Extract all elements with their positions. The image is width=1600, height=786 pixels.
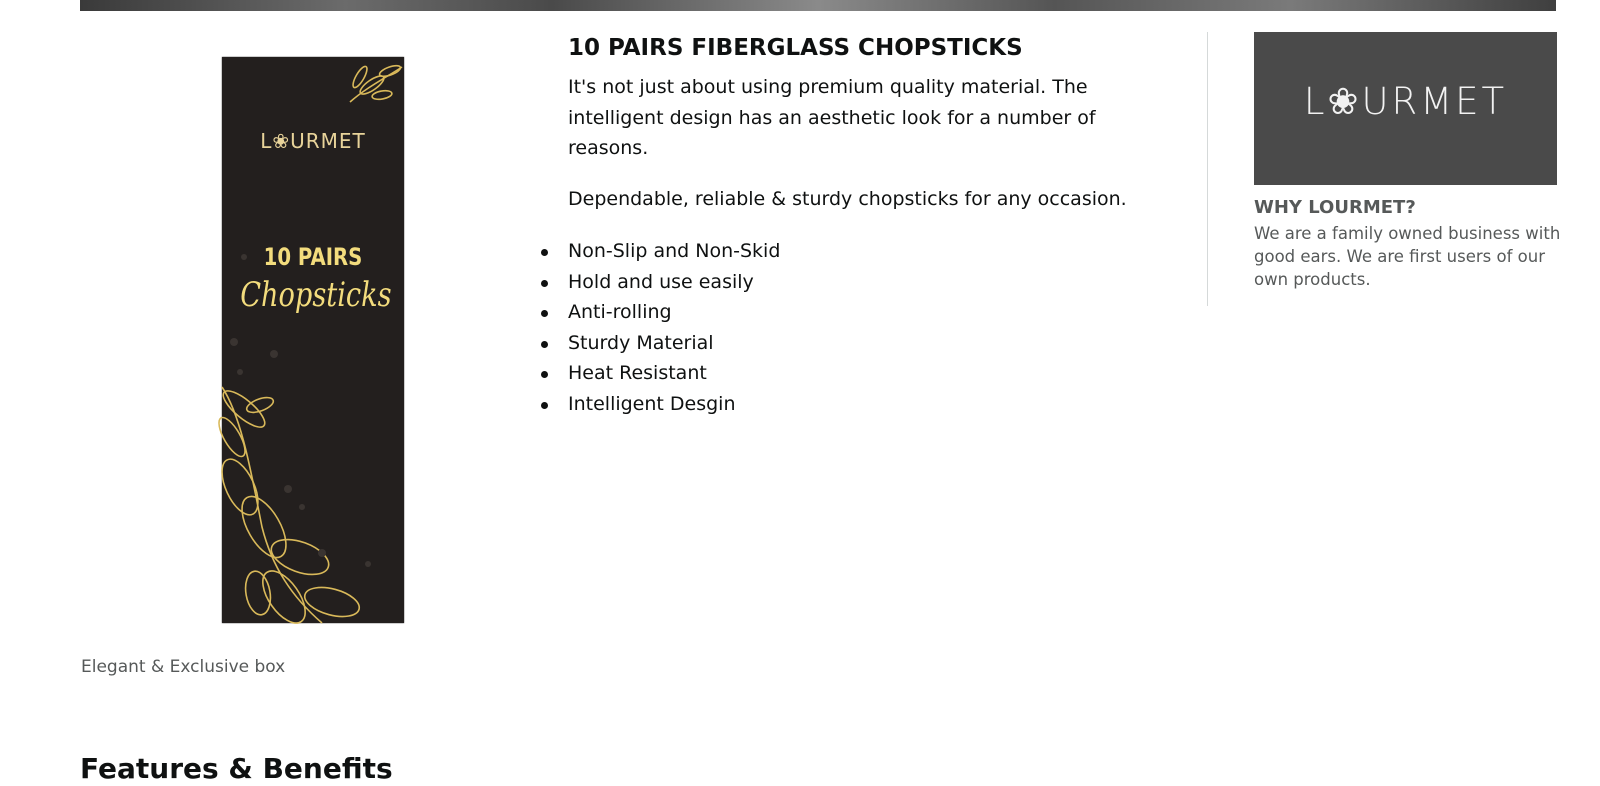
product-description xyxy=(568,32,1168,419)
product-tagline: Dependable, reliable & sturdy chopsticks for any occasion. xyxy=(568,187,1127,210)
list-item: Intelligent Desgin xyxy=(568,389,1168,420)
product-box-image xyxy=(222,57,404,623)
brand-logo-card xyxy=(1254,32,1557,185)
box-brand-logo: L❀URMET xyxy=(260,129,366,153)
list-item: Non-Slip and Non-Skid xyxy=(568,236,1168,267)
feature-list xyxy=(568,236,1168,419)
list-item: Hold and use easily xyxy=(568,267,1168,298)
section-heading: Features & Benefits xyxy=(80,752,393,785)
top-banner-image xyxy=(80,0,1556,11)
list-item: Sturdy Material xyxy=(568,328,1168,359)
product-description-text: It's not just about using premium quality material. The intelligent design has an aesthetic look for a number of reasons. xyxy=(568,76,1096,159)
brand-logo: L❀URMET xyxy=(1303,80,1508,123)
column-divider xyxy=(1207,32,1208,306)
list-item: Heat Resistant xyxy=(568,358,1168,389)
why-brand-heading: WHY LOURMET? xyxy=(1254,197,1416,218)
box-script-label: Chopsticks xyxy=(240,275,392,315)
box-pairs-label: 10 PAIRS xyxy=(263,243,363,271)
list-item: Anti-rolling xyxy=(568,297,1168,328)
image-caption: Elegant & Exclusive box xyxy=(81,657,286,677)
product-title: 10 PAIRS FIBERGLASS CHOPSTICKS xyxy=(568,35,1023,61)
why-brand-text: We are a family owned business with good ears. We are first users of our own products. xyxy=(1254,224,1561,289)
